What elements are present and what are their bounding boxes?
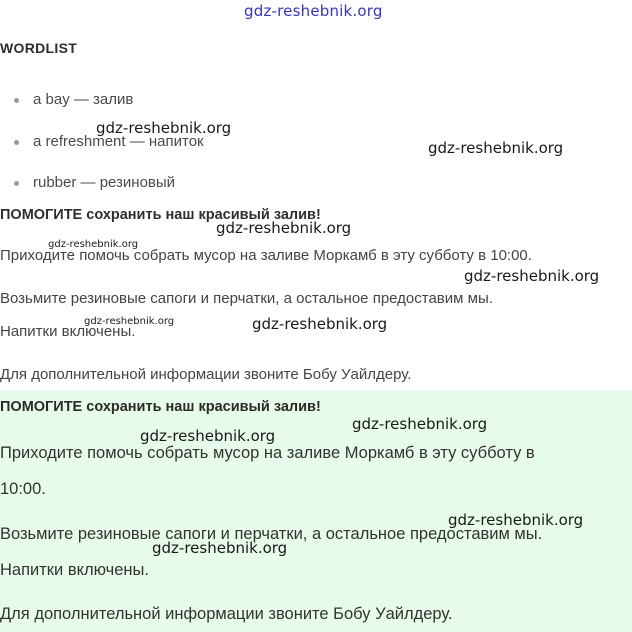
wordlist-title: WORDLIST — [0, 40, 78, 56]
notice-line: Для дополнительной информации звоните Бобу Уайлдеру. — [0, 366, 412, 383]
highlighted-notice-line: Возьмите резиновые сапоги и перчатки, а остальное предоставим мы. — [0, 525, 543, 543]
watermark: gdz-reshebnik.org — [252, 315, 388, 333]
bullet-icon — [14, 181, 19, 186]
highlighted-notice-line: Приходите помочь собрать мусор на заливе Моркамб в эту субботу в — [0, 444, 535, 462]
watermark: gdz-reshebnik.org — [84, 316, 175, 327]
watermark: gdz-reshebnik.org — [464, 267, 600, 285]
watermark: gdz-reshebnik.org — [352, 415, 488, 433]
wordlist-item: a bay — залив — [14, 85, 204, 127]
bullet-icon — [14, 98, 19, 103]
watermark: gdz-reshebnik.org — [152, 539, 288, 557]
highlighted-notice-line: Напитки включены. — [0, 561, 149, 579]
wordlist-item: a refreshment — напиток — [14, 127, 204, 169]
bullet-icon — [14, 140, 19, 145]
wordlist — [14, 85, 204, 210]
watermark: gdz-reshebnik.org — [48, 239, 139, 250]
highlighted-notice-line: Для дополнительной информации звоните Бобу Уайлдеру. — [0, 605, 453, 623]
watermark: gdz-reshebnik.org — [448, 511, 584, 529]
notice-line: Напитки включены. — [0, 323, 136, 340]
notice-line: Приходите помочь собрать мусор на заливе Моркамб в эту субботу в 10:00. — [0, 247, 532, 264]
watermark: gdz-reshebnik.org — [216, 219, 352, 237]
watermark: gdz-reshebnik.org — [140, 427, 276, 445]
wordlist-item: rubber — резиновый — [14, 168, 204, 210]
notice-line: Возьмите резиновые сапоги и перчатки, а остальное предоставим мы. — [0, 290, 493, 307]
highlighted-notice-heading: ПОМОГИТЕ сохранить наш красивый залив! — [0, 399, 321, 415]
notice-heading: ПОМОГИТЕ сохранить наш красивый залив! — [0, 207, 321, 223]
highlighted-notice-line: 10:00. — [0, 480, 46, 498]
watermark: gdz-reshebnik.org — [96, 119, 232, 137]
watermark: gdz-reshebnik.org — [428, 139, 564, 157]
watermark-top: gdz-reshebnik.org — [244, 2, 383, 20]
